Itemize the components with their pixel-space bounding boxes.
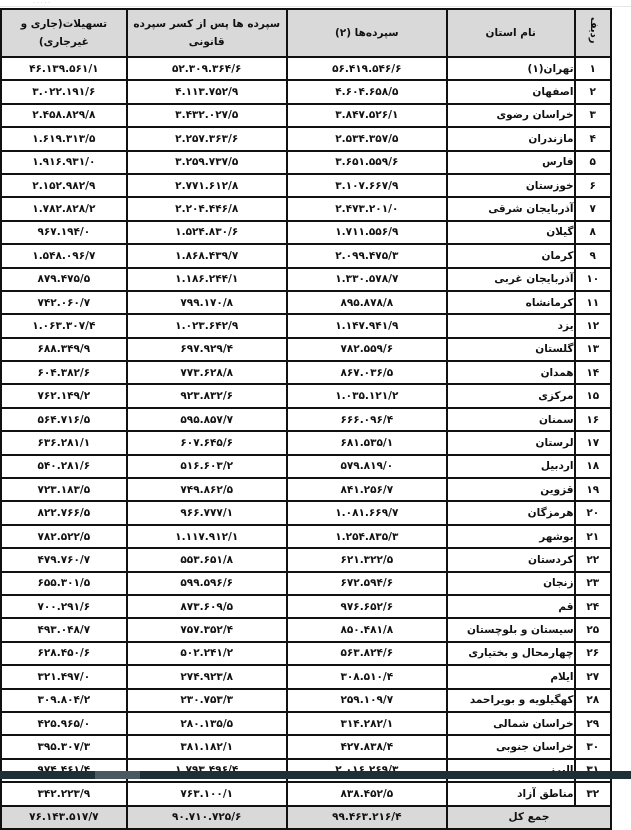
province-name: مناطق آزاد xyxy=(447,782,575,805)
table-row xyxy=(1,408,611,431)
deposits-value: ۸۹۵.۸۷۸/۸ xyxy=(287,291,447,314)
province-name: خراسان شمالی xyxy=(447,712,575,735)
province-name: هرمزگان xyxy=(447,501,575,524)
net-deposits-value: ۲۳۰.۷۵۳/۳ xyxy=(127,689,287,712)
deposits-value: ۳.۶۵۱.۵۵۹/۶ xyxy=(287,151,447,174)
loans-value: ۸۲۲.۷۶۶/۵ xyxy=(1,501,127,524)
header-deposits: سپرده‌ها (۲) xyxy=(287,9,447,57)
net-deposits-value: ۱.۱۸۶.۲۴۴/۱ xyxy=(127,268,287,291)
net-deposits-value: ۶۹۷.۹۲۹/۴ xyxy=(127,338,287,361)
table-row xyxy=(1,665,611,688)
province-name: زنجان xyxy=(447,572,575,595)
deposits-value: ۳.۱۰۷.۶۶۷/۹ xyxy=(287,174,447,197)
table-row xyxy=(1,291,611,314)
table-row xyxy=(1,525,611,548)
province-name: خراسان جنوبی xyxy=(447,735,575,758)
row-index: ۱۶ xyxy=(575,408,611,431)
row-index: ۱۵ xyxy=(575,384,611,407)
loans-value: ۴۲۵.۹۶۵/۰ xyxy=(1,712,127,735)
table-row xyxy=(1,431,611,454)
province-name: سمنان xyxy=(447,408,575,431)
net-deposits-value: ۲۸۰.۱۳۵/۵ xyxy=(127,712,287,735)
deposits-value: ۴.۶۰۴.۶۵۸/۵ xyxy=(287,80,447,103)
deposits-value: ۶۷۲.۵۹۴/۶ xyxy=(287,572,447,595)
loans-value: ۳۰۹.۸۰۴/۲ xyxy=(1,689,127,712)
loans-value: ۱.۵۴۸.۰۹۶/۷ xyxy=(1,244,127,267)
loans-value: ۵۴۰.۲۸۱/۶ xyxy=(1,455,127,478)
row-index: ۲۶ xyxy=(575,642,611,665)
table-row xyxy=(1,642,611,665)
table-row xyxy=(1,338,611,361)
net-deposits-value: ۹۶۶.۷۷۷/۱ xyxy=(127,501,287,524)
net-deposits-value: ۳۸۱.۱۸۲/۱ xyxy=(127,735,287,758)
deposits-value: ۳۱۴.۲۸۲/۱ xyxy=(287,712,447,735)
table-row xyxy=(1,548,611,571)
province-name: قزوین xyxy=(447,478,575,501)
loans-value: ۴۶.۱۳۹.۵۶۱/۱ xyxy=(1,57,127,80)
table-row xyxy=(1,80,611,103)
table-row xyxy=(1,689,611,712)
deposits-value: ۶۲۱.۳۲۲/۵ xyxy=(287,548,447,571)
page-header-mark: · · · · · xyxy=(33,0,51,7)
province-name: اردبیل xyxy=(447,455,575,478)
loans-value: ۳۲۱.۴۹۷/۰ xyxy=(1,665,127,688)
loans-value: ۷۲۳.۱۸۳/۵ xyxy=(1,478,127,501)
net-deposits-value: ۷۷۳.۶۲۸/۸ xyxy=(127,361,287,384)
deposits-value: ۶۶۶.۰۹۶/۴ xyxy=(287,408,447,431)
deposits-value: ۱.۳۳۰.۵۷۸/۷ xyxy=(287,268,447,291)
loans-value: ۷۰۰.۲۹۱/۶ xyxy=(1,595,127,618)
loans-value: ۲.۴۵۸.۸۲۹/۸ xyxy=(1,104,127,127)
row-index: ۱ xyxy=(575,57,611,80)
net-deposits-value: ۳.۲۵۹.۷۳۷/۵ xyxy=(127,151,287,174)
row-index: ۱۲ xyxy=(575,314,611,337)
loans-value: ۶۸۸.۳۴۹/۹ xyxy=(1,338,127,361)
net-deposits-value: ۴.۱۱۳.۷۵۲/۹ xyxy=(127,80,287,103)
row-index: ۲۳ xyxy=(575,572,611,595)
province-name: کهگیلویه و بویراحمد xyxy=(447,689,575,712)
deposits-value: ۱.۱۴۷.۹۴۱/۹ xyxy=(287,314,447,337)
province-name: کرمانشاه xyxy=(447,291,575,314)
net-deposits-value: ۱.۱۱۷.۹۱۲/۱ xyxy=(127,525,287,548)
taskbar-item[interactable] xyxy=(95,771,140,779)
row-index: ۲۸ xyxy=(575,689,611,712)
province-name: همدان xyxy=(447,361,575,384)
deposits-value: ۵۷۹.۸۱۹/۰ xyxy=(287,455,447,478)
table-row xyxy=(1,478,611,501)
loans-value: ۱.۶۱۹.۳۱۳/۵ xyxy=(1,127,127,150)
deposits-value: ۳.۸۴۷.۵۲۶/۱ xyxy=(287,104,447,127)
table-row xyxy=(1,455,611,478)
loans-value: ۶۰۴.۳۸۲/۶ xyxy=(1,361,127,384)
row-index: ۱۰ xyxy=(575,268,611,291)
row-index: ۱۳ xyxy=(575,338,611,361)
net-deposits-value: ۷۶۳.۱۰۰/۱ xyxy=(127,782,287,805)
row-index: ۶ xyxy=(575,174,611,197)
header-province: نام استان xyxy=(447,9,575,57)
loans-value: ۱.۷۸۲.۸۲۸/۲ xyxy=(1,197,127,220)
province-name: قم xyxy=(447,595,575,618)
table-row xyxy=(1,572,611,595)
loans-value: ۷۴۲.۰۶۰/۷ xyxy=(1,291,127,314)
row-index: ۳۲ xyxy=(575,782,611,805)
net-deposits-value: ۲۷۴.۹۲۳/۸ xyxy=(127,665,287,688)
table-row xyxy=(1,244,611,267)
loans-value: ۸۷۹.۴۷۵/۵ xyxy=(1,268,127,291)
province-name: ایلام xyxy=(447,665,575,688)
page-top-edge xyxy=(0,0,631,7)
net-deposits-value: ۷۵۷.۳۵۲/۴ xyxy=(127,618,287,641)
deposits-value: ۱.۰۸۱.۶۶۹/۷ xyxy=(287,501,447,524)
deposits-value: ۲۵۹.۱۰۹/۷ xyxy=(287,689,447,712)
deposits-value: ۵۶۳.۸۲۴/۶ xyxy=(287,642,447,665)
loans-value: ۶۲۸.۴۵۰/۶ xyxy=(1,642,127,665)
row-index: ۷ xyxy=(575,197,611,220)
table-row xyxy=(1,197,611,220)
taskbar xyxy=(0,771,631,779)
table-row xyxy=(1,595,611,618)
table-row xyxy=(1,782,611,805)
total-loans: ۷۶.۱۴۳.۵۱۷/۷ xyxy=(1,806,127,829)
net-deposits-value: ۵۰۲.۲۴۱/۲ xyxy=(127,642,287,665)
header-loans: تسهیلات(جاری و غیرجاری) xyxy=(1,9,127,57)
province-name: لرستان xyxy=(447,431,575,454)
province-name: سیستان و بلوچستان xyxy=(447,618,575,641)
net-deposits-value: ۱.۰۲۳.۶۴۲/۹ xyxy=(127,314,287,337)
province-name: مرکزی xyxy=(447,384,575,407)
province-banking-table xyxy=(0,8,612,830)
loans-value: ۳.۰۲۲.۱۹۱/۶ xyxy=(1,80,127,103)
province-name: اصفهان xyxy=(447,80,575,103)
deposits-value: ۸۵۰.۴۸۱/۸ xyxy=(287,618,447,641)
net-deposits-value: ۵۱۶.۶۰۳/۲ xyxy=(127,455,287,478)
row-index: ۲۷ xyxy=(575,665,611,688)
table-row xyxy=(1,314,611,337)
row-index: ۱۷ xyxy=(575,431,611,454)
row-index: ۴ xyxy=(575,127,611,150)
table-row xyxy=(1,501,611,524)
table-row xyxy=(1,221,611,244)
table-body xyxy=(1,57,611,806)
table-row xyxy=(1,384,611,407)
table-row xyxy=(1,268,611,291)
total-deposits: ۹۹.۴۶۳.۲۱۶/۴ xyxy=(287,806,447,829)
net-deposits-value: ۵۹۹.۵۹۶/۶ xyxy=(127,572,287,595)
province-name: خراسان رضوی xyxy=(447,104,575,127)
net-deposits-value: ۲.۷۷۱.۶۱۲/۸ xyxy=(127,174,287,197)
province-name: تهران(۱) xyxy=(447,57,575,80)
row-index: ۲۰ xyxy=(575,501,611,524)
loans-value: ۲.۱۵۲.۹۸۲/۹ xyxy=(1,174,127,197)
province-name: کردستان xyxy=(447,548,575,571)
loans-value: ۳۴۲.۲۲۳/۹ xyxy=(1,782,127,805)
net-deposits-value: ۵۲.۳۰۹.۳۶۴/۶ xyxy=(127,57,287,80)
row-index: ۲۱ xyxy=(575,525,611,548)
loans-value: ۵۶۴.۷۱۶/۵ xyxy=(1,408,127,431)
deposits-value: ۸۴۱.۲۵۶/۷ xyxy=(287,478,447,501)
table-row xyxy=(1,712,611,735)
loans-value: ۷۸۲.۵۲۲/۵ xyxy=(1,525,127,548)
deposits-value: ۱.۷۱۱.۵۵۶/۹ xyxy=(287,221,447,244)
deposits-value: ۶۸۱.۵۳۵/۱ xyxy=(287,431,447,454)
net-deposits-value: ۲.۲۰۴.۴۴۶/۸ xyxy=(127,197,287,220)
deposits-value: ۲.۵۳۴.۳۵۷/۵ xyxy=(287,127,447,150)
deposits-value: ۹۷۶.۶۵۲/۶ xyxy=(287,595,447,618)
net-deposits-value: ۵۹۵.۸۵۷/۷ xyxy=(127,408,287,431)
province-name: چهارمحال و بختیاری xyxy=(447,642,575,665)
row-index: ۳ xyxy=(575,104,611,127)
deposits-value: ۲.۴۷۳.۲۰۱/۰ xyxy=(287,197,447,220)
loans-value: ۳۹۵.۳۰۷/۳ xyxy=(1,735,127,758)
total-row xyxy=(1,806,611,829)
province-name: خوزستان xyxy=(447,174,575,197)
table-row xyxy=(1,57,611,80)
row-index: ۱۸ xyxy=(575,455,611,478)
deposits-value: ۵۶.۴۱۹.۵۴۶/۶ xyxy=(287,57,447,80)
total-label: جمع کل xyxy=(447,806,611,829)
province-name: مازندران xyxy=(447,127,575,150)
table-row xyxy=(1,618,611,641)
header-net-deposits: سپرده ها پس از کسر سپرده قانونی xyxy=(127,9,287,57)
province-name: فارس xyxy=(447,151,575,174)
net-deposits-value: ۶۰۷.۶۴۵/۶ xyxy=(127,431,287,454)
net-deposits-value: ۱.۸۶۸.۴۳۹/۷ xyxy=(127,244,287,267)
deposits-value: ۱.۲۵۴.۸۳۵/۳ xyxy=(287,525,447,548)
net-deposits-value: ۷۴۹.۸۶۲/۵ xyxy=(127,478,287,501)
deposits-value: ۷۸۲.۵۵۹/۶ xyxy=(287,338,447,361)
province-name: کرمان xyxy=(447,244,575,267)
loans-value: ۱.۰۶۳.۳۰۷/۴ xyxy=(1,314,127,337)
net-deposits-value: ۷۹۹.۱۷۰/۸ xyxy=(127,291,287,314)
row-index: ۱۱ xyxy=(575,291,611,314)
net-deposits-value: ۱.۵۲۴.۸۳۰/۶ xyxy=(127,221,287,244)
row-index: ۹ xyxy=(575,244,611,267)
province-name: بوشهر xyxy=(447,525,575,548)
province-name: گیلان xyxy=(447,221,575,244)
province-name: یزد xyxy=(447,314,575,337)
net-deposits-value: ۳.۴۳۲.۰۲۷/۵ xyxy=(127,104,287,127)
province-name: آذربایجان غربی xyxy=(447,268,575,291)
header-index: ردیف xyxy=(575,9,611,57)
loans-value: ۴۹۳.۰۴۸/۷ xyxy=(1,618,127,641)
row-index: ۲۹ xyxy=(575,712,611,735)
province-name: گلستان xyxy=(447,338,575,361)
total-net-deposits: ۹۰.۷۱۰.۷۲۵/۶ xyxy=(127,806,287,829)
deposits-value: ۲.۰۹۹.۴۷۵/۳ xyxy=(287,244,447,267)
row-index: ۵ xyxy=(575,151,611,174)
row-index: ۳۰ xyxy=(575,735,611,758)
loans-value: ۴۷۹.۷۶۰/۷ xyxy=(1,548,127,571)
row-index: ۸ xyxy=(575,221,611,244)
deposits-value: ۴۲۷.۸۳۸/۴ xyxy=(287,735,447,758)
table-row xyxy=(1,174,611,197)
loans-value: ۶۳۶.۲۸۱/۱ xyxy=(1,431,127,454)
table-row xyxy=(1,151,611,174)
deposits-value: ۱.۰۳۵.۱۲۱/۲ xyxy=(287,384,447,407)
net-deposits-value: ۲.۲۵۷.۳۶۳/۶ xyxy=(127,127,287,150)
deposits-value: ۳۰۸.۵۱۰/۴ xyxy=(287,665,447,688)
table-row xyxy=(1,361,611,384)
row-index: ۲۲ xyxy=(575,548,611,571)
deposits-value: ۸۶۷.۰۳۶/۵ xyxy=(287,361,447,384)
table-row xyxy=(1,735,611,758)
net-deposits-value: ۹۲۳.۸۳۲/۶ xyxy=(127,384,287,407)
loans-value: ۹۶۷.۱۹۴/۰ xyxy=(1,221,127,244)
row-index: ۱۴ xyxy=(575,361,611,384)
loans-value: ۱.۹۱۶.۹۳۱/۰ xyxy=(1,151,127,174)
row-index: ۱۹ xyxy=(575,478,611,501)
loans-value: ۶۵۵.۳۰۱/۵ xyxy=(1,572,127,595)
row-index: ۲۴ xyxy=(575,595,611,618)
table-row xyxy=(1,104,611,127)
net-deposits-value: ۸۷۳.۶۰۹/۵ xyxy=(127,595,287,618)
deposits-value: ۸۳۸.۴۵۲/۵ xyxy=(287,782,447,805)
province-name: آذربایجان شرقی xyxy=(447,197,575,220)
table-header-row xyxy=(1,9,611,57)
net-deposits-value: ۵۵۳.۶۵۱/۸ xyxy=(127,548,287,571)
table-row xyxy=(1,127,611,150)
loans-value: ۷۶۲.۱۴۹/۲ xyxy=(1,384,127,407)
row-index: ۲۵ xyxy=(575,618,611,641)
row-index: ۲ xyxy=(575,80,611,103)
